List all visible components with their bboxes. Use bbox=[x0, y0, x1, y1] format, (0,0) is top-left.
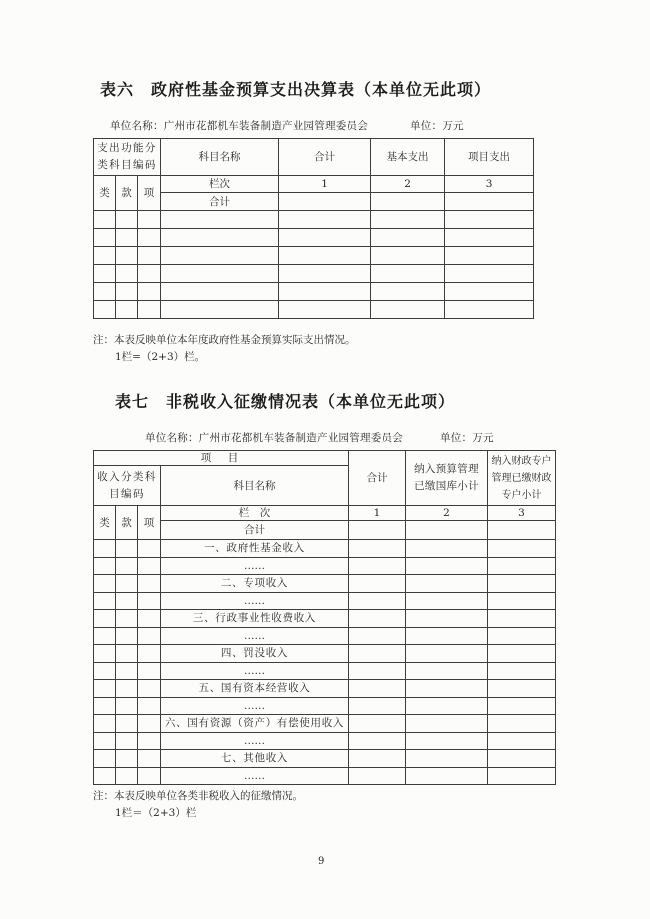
table-cell bbox=[406, 610, 488, 628]
table-cell bbox=[406, 680, 488, 698]
row-label: 五、国有资本经营收入 bbox=[161, 680, 349, 698]
header-budget-treasury-subtotal bbox=[406, 451, 488, 506]
header-line: 管理已缴财政 bbox=[491, 472, 552, 484]
header-subject-name: 科目名称 bbox=[161, 466, 349, 506]
header-total: 合计 bbox=[349, 451, 406, 506]
table-cell bbox=[406, 662, 488, 680]
table-cell bbox=[94, 715, 116, 733]
table-cell bbox=[279, 283, 371, 301]
table-cell bbox=[116, 247, 138, 265]
table7-note: 注：本表反映单位各类非税收入的征缴情况。 bbox=[93, 790, 303, 802]
table-cell bbox=[94, 662, 116, 680]
table6-unit: 单位：万元 bbox=[410, 120, 464, 132]
table-cell bbox=[94, 557, 116, 575]
table-cell bbox=[349, 715, 406, 733]
column-number-row bbox=[94, 176, 534, 193]
table-cell bbox=[116, 645, 138, 663]
row-label: 三、行政事业性收费收入 bbox=[161, 610, 349, 628]
table-row bbox=[94, 715, 556, 733]
table-cell bbox=[349, 732, 406, 750]
table6 bbox=[93, 138, 534, 319]
table6-title: 表六 政府性基金预算支出决算表（本单位无此项） bbox=[100, 80, 492, 99]
table-cell bbox=[279, 247, 371, 265]
table-row bbox=[94, 767, 556, 785]
table-cell bbox=[116, 301, 138, 319]
header-basic-expense: 基本支出 bbox=[371, 139, 445, 176]
table-row bbox=[94, 283, 534, 301]
table-cell bbox=[279, 211, 371, 229]
table-cell bbox=[371, 301, 445, 319]
row-label: …… bbox=[161, 662, 349, 680]
table-cell bbox=[94, 247, 116, 265]
table-cell bbox=[488, 521, 556, 540]
table-cell bbox=[406, 557, 488, 575]
table-cell bbox=[161, 211, 279, 229]
table-cell bbox=[116, 592, 138, 610]
table6-unit-name: 单位名称：广州市花都机车装备制造产业园管理委员会 bbox=[110, 120, 368, 132]
table-cell bbox=[138, 767, 161, 785]
table-cell bbox=[488, 627, 556, 645]
table-cell bbox=[371, 211, 445, 229]
table-cell bbox=[488, 680, 556, 698]
table7-note-formula: 1栏＝（2+3）栏 bbox=[115, 807, 197, 819]
table-cell bbox=[349, 540, 406, 558]
table-cell bbox=[406, 575, 488, 593]
table-cell bbox=[488, 750, 556, 768]
table-cell bbox=[116, 265, 138, 283]
table-row bbox=[94, 229, 534, 247]
table-cell bbox=[406, 732, 488, 750]
header-row bbox=[94, 139, 534, 176]
code-kuan: 款 bbox=[116, 176, 138, 211]
table-cell bbox=[445, 193, 534, 211]
table-cell bbox=[138, 715, 161, 733]
table-cell bbox=[94, 697, 116, 715]
table-cell bbox=[349, 592, 406, 610]
table-cell bbox=[349, 627, 406, 645]
table-cell bbox=[138, 247, 161, 265]
table-cell bbox=[138, 575, 161, 593]
table-cell bbox=[138, 750, 161, 768]
table-row bbox=[94, 732, 556, 750]
table-cell bbox=[138, 627, 161, 645]
row-label: …… bbox=[161, 557, 349, 575]
table-row bbox=[94, 540, 556, 558]
column-number-1: 1 bbox=[349, 506, 406, 521]
table-cell bbox=[116, 715, 138, 733]
table-row bbox=[94, 662, 556, 680]
table-row bbox=[94, 645, 556, 663]
table-cell bbox=[116, 575, 138, 593]
header-fiscal-account-subtotal bbox=[488, 451, 556, 506]
table-cell bbox=[445, 229, 534, 247]
header-line: 目编码 bbox=[109, 487, 145, 500]
table-cell bbox=[488, 592, 556, 610]
table-cell bbox=[371, 283, 445, 301]
table-cell bbox=[349, 521, 406, 540]
table-cell bbox=[349, 697, 406, 715]
table-cell bbox=[138, 229, 161, 247]
table-cell bbox=[94, 767, 116, 785]
row-label: …… bbox=[161, 592, 349, 610]
header-line: 支出功能分 bbox=[97, 142, 157, 154]
table-row bbox=[94, 610, 556, 628]
table-cell bbox=[94, 283, 116, 301]
table-cell bbox=[116, 283, 138, 301]
table-row bbox=[94, 592, 556, 610]
table-cell bbox=[116, 610, 138, 628]
table-row bbox=[94, 680, 556, 698]
column-number-2: 2 bbox=[406, 506, 488, 521]
table-cell bbox=[94, 592, 116, 610]
table-cell bbox=[488, 732, 556, 750]
table-cell bbox=[445, 265, 534, 283]
table-cell bbox=[406, 627, 488, 645]
table7-title: 表七 非税收入征缴情况表（本单位无此项） bbox=[115, 392, 456, 411]
column-number-3: 3 bbox=[445, 176, 534, 193]
table-cell bbox=[488, 662, 556, 680]
header-row bbox=[94, 451, 556, 466]
table-cell bbox=[138, 557, 161, 575]
table-cell bbox=[116, 680, 138, 698]
table-cell bbox=[371, 265, 445, 283]
table-cell bbox=[279, 229, 371, 247]
table-row bbox=[94, 557, 556, 575]
table-row bbox=[94, 265, 534, 283]
table-cell bbox=[161, 229, 279, 247]
table-row bbox=[94, 301, 534, 319]
table-cell bbox=[349, 680, 406, 698]
row-label: …… bbox=[161, 697, 349, 715]
table-cell bbox=[138, 680, 161, 698]
table-cell bbox=[445, 247, 534, 265]
table6-note: 注：本表反映单位本年度政府性基金预算实际支出情况。 bbox=[93, 334, 356, 346]
column-number-label: 栏次 bbox=[161, 176, 279, 193]
code-kuan: 款 bbox=[116, 506, 138, 540]
table-cell bbox=[138, 301, 161, 319]
table-cell bbox=[371, 229, 445, 247]
column-number-2: 2 bbox=[371, 176, 445, 193]
table-cell bbox=[116, 662, 138, 680]
column-number-label: 栏 次 bbox=[161, 506, 349, 521]
table-cell bbox=[94, 627, 116, 645]
code-lei: 类 bbox=[94, 506, 116, 540]
table7 bbox=[93, 450, 556, 785]
table-row bbox=[94, 750, 556, 768]
code-xiang: 项 bbox=[138, 176, 161, 211]
column-number-1: 1 bbox=[279, 176, 371, 193]
table-cell bbox=[116, 750, 138, 768]
header-line: 收入分类科 bbox=[97, 470, 157, 483]
table-cell bbox=[406, 697, 488, 715]
table-cell bbox=[349, 750, 406, 768]
table-cell bbox=[138, 540, 161, 558]
header-line: 专户小计 bbox=[501, 489, 542, 501]
table-cell bbox=[161, 247, 279, 265]
table-cell bbox=[488, 575, 556, 593]
table-cell bbox=[161, 301, 279, 319]
sum-label: 合计 bbox=[161, 193, 279, 211]
table6-note-formula: 1栏=（2+3）栏。 bbox=[115, 351, 206, 363]
table-cell bbox=[161, 283, 279, 301]
header-item: 项 目 bbox=[94, 451, 349, 466]
table-cell bbox=[138, 697, 161, 715]
table-cell bbox=[406, 521, 488, 540]
header-line: 已缴国库小计 bbox=[414, 480, 479, 492]
table-cell bbox=[94, 575, 116, 593]
table-cell bbox=[138, 283, 161, 301]
table-cell bbox=[161, 265, 279, 283]
table-cell bbox=[488, 767, 556, 785]
table-cell bbox=[94, 680, 116, 698]
table-cell bbox=[488, 540, 556, 558]
table-cell bbox=[279, 301, 371, 319]
code-lei: 类 bbox=[94, 176, 116, 211]
table-cell bbox=[94, 750, 116, 768]
table-cell bbox=[138, 645, 161, 663]
header-line: 类科目编码 bbox=[97, 159, 157, 171]
row-label: 四、罚没收入 bbox=[161, 645, 349, 663]
table-cell bbox=[488, 557, 556, 575]
header-total: 合计 bbox=[279, 139, 371, 176]
table-cell bbox=[116, 540, 138, 558]
table-cell bbox=[94, 229, 116, 247]
table-cell bbox=[138, 662, 161, 680]
table-cell bbox=[488, 715, 556, 733]
table-cell bbox=[94, 301, 116, 319]
table-cell bbox=[406, 592, 488, 610]
page-number: 9 bbox=[318, 856, 325, 867]
table-cell bbox=[138, 732, 161, 750]
table-cell bbox=[116, 732, 138, 750]
row-label: …… bbox=[161, 732, 349, 750]
header-code-group bbox=[94, 466, 161, 506]
table-cell bbox=[138, 265, 161, 283]
table-cell bbox=[116, 211, 138, 229]
column-number-row bbox=[94, 506, 556, 521]
table-cell bbox=[371, 193, 445, 211]
table7-unit: 单位：万元 bbox=[440, 432, 494, 444]
table7-unit-name: 单位名称：广州市花都机车装备制造产业园管理委员会 bbox=[145, 432, 403, 444]
table-cell bbox=[94, 610, 116, 628]
table-cell bbox=[94, 265, 116, 283]
table-cell bbox=[406, 645, 488, 663]
row-label: 六、国有资源（资产）有偿使用收入 bbox=[161, 715, 349, 733]
column-number-3: 3 bbox=[488, 506, 556, 521]
table-cell bbox=[138, 592, 161, 610]
table-row bbox=[94, 211, 534, 229]
row-label: 七、其他收入 bbox=[161, 750, 349, 768]
table-cell bbox=[406, 540, 488, 558]
sum-row bbox=[94, 521, 556, 540]
row-label: 二、专项收入 bbox=[161, 575, 349, 593]
table-cell bbox=[349, 575, 406, 593]
table-row bbox=[94, 247, 534, 265]
table-row bbox=[94, 697, 556, 715]
table-cell bbox=[371, 247, 445, 265]
table-cell bbox=[349, 557, 406, 575]
table-cell bbox=[138, 211, 161, 229]
row-label: …… bbox=[161, 767, 349, 785]
table-cell bbox=[406, 750, 488, 768]
table-row bbox=[94, 575, 556, 593]
table-cell bbox=[406, 715, 488, 733]
table-cell bbox=[406, 767, 488, 785]
table-cell bbox=[349, 645, 406, 663]
table-cell bbox=[138, 610, 161, 628]
sum-label: 合计 bbox=[161, 521, 349, 540]
table-cell bbox=[488, 645, 556, 663]
row-label: 一、政府性基金收入 bbox=[161, 540, 349, 558]
header-subject-name: 科目名称 bbox=[161, 139, 279, 176]
table-row bbox=[94, 627, 556, 645]
table-cell bbox=[349, 610, 406, 628]
table-cell bbox=[445, 301, 534, 319]
table-cell bbox=[445, 283, 534, 301]
table-cell bbox=[94, 540, 116, 558]
table-cell bbox=[94, 211, 116, 229]
header-code-group bbox=[94, 139, 161, 176]
table-cell bbox=[116, 557, 138, 575]
table-cell bbox=[116, 767, 138, 785]
table-cell bbox=[116, 697, 138, 715]
header-line: 纳入财政专户 bbox=[491, 455, 552, 467]
table-cell bbox=[116, 627, 138, 645]
table-cell bbox=[445, 211, 534, 229]
header-project-expense: 项目支出 bbox=[445, 139, 534, 176]
table-cell bbox=[488, 610, 556, 628]
table-cell bbox=[94, 732, 116, 750]
table-cell bbox=[279, 265, 371, 283]
table-cell bbox=[488, 697, 556, 715]
table-cell bbox=[116, 229, 138, 247]
header-line: 纳入预算管理 bbox=[414, 463, 479, 475]
row-label: …… bbox=[161, 627, 349, 645]
table-cell bbox=[279, 193, 371, 211]
code-xiang: 项 bbox=[138, 506, 161, 540]
table-cell bbox=[349, 767, 406, 785]
table-cell bbox=[349, 662, 406, 680]
table-cell bbox=[94, 645, 116, 663]
